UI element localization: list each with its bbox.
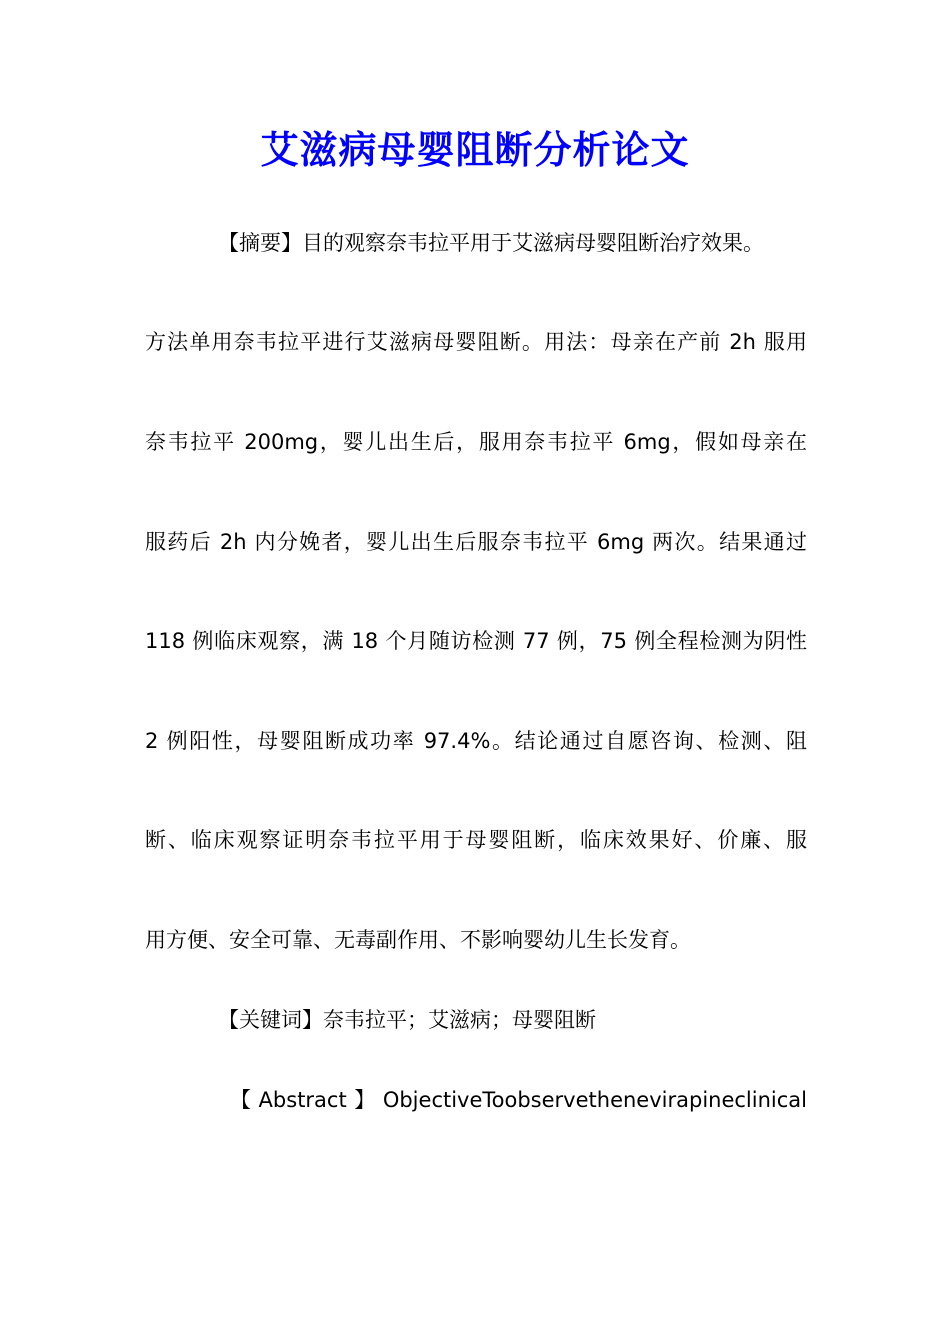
english-abstract-line: 【Abstract】ObjectiveToobservethenevirapineclinical <box>230 1088 807 1112</box>
abstract-line-7: 断、临床观察证明奈韦拉平用于母婴阻断，临床效果好、价廉、服 <box>145 828 807 852</box>
abstract-line-1: 【摘要】目的观察奈韦拉平用于艾滋病母婴阻断治疗效果。 <box>218 231 764 255</box>
abstract-line-5: 118 例临床观察，满 18 个月随访检测 77 例，75 例全程检测为阴性 <box>145 629 807 653</box>
document-title: 艾滋病母婴阻断分析论文 <box>260 127 690 172</box>
abstract-line-2: 方法单用奈韦拉平进行艾滋病母婴阻断。用法：母亲在产前 2h 服用 <box>145 330 807 354</box>
abstract-line-6: 2 例阳性，母婴阻断成功率 97.4%。结论通过自愿咨询、检测、阻 <box>145 729 807 753</box>
keywords-line: 【关键词】奈韦拉平；艾滋病；母婴阻断 <box>218 1008 596 1032</box>
abstract-line-8: 用方便、安全可靠、无毒副作用、不影响婴幼儿生长发育。 <box>145 928 691 952</box>
abstract-line-4: 服药后 2h 内分娩者，婴儿出生后服奈韦拉平 6mg 两次。结果通过 <box>145 530 807 554</box>
abstract-line-3: 奈韦拉平 200mg，婴儿出生后，服用奈韦拉平 6mg，假如母亲在 <box>145 430 807 454</box>
